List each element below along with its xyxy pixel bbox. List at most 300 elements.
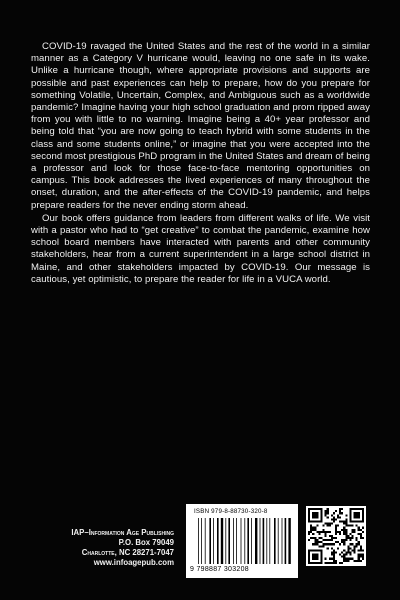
qr-module: [320, 531, 322, 533]
qr-module: [320, 516, 322, 518]
qr-module: [316, 531, 318, 533]
qr-module: [358, 533, 360, 535]
qr-module: [335, 510, 337, 512]
qr-module: [345, 560, 347, 562]
qr-module: [354, 552, 356, 554]
qr-module: [335, 562, 337, 564]
qr-module: [358, 541, 360, 543]
qr-module: [358, 549, 360, 551]
qr-module: [316, 562, 318, 564]
barcode-bar: [217, 518, 219, 564]
qr-module: [318, 549, 320, 551]
qr-module: [362, 531, 364, 533]
qr-module: [341, 512, 343, 514]
qr-module: [327, 508, 329, 510]
qr-module: [335, 527, 337, 529]
qr-module: [349, 516, 351, 518]
qr-module: [349, 558, 351, 560]
barcode-bar: [233, 518, 234, 564]
qr-module: [349, 552, 351, 554]
qr-module: [354, 549, 356, 551]
qr-module: [308, 556, 310, 558]
qr-module: [327, 512, 329, 514]
qr-module: [343, 549, 345, 551]
qr-module: [329, 558, 331, 560]
barcode-bar: [263, 518, 265, 564]
qr-module: [345, 514, 347, 516]
barcode-bar: [213, 518, 214, 564]
qr-module: [325, 539, 327, 541]
qr-module: [331, 514, 333, 516]
qr-module: [316, 549, 318, 551]
qr-module: [316, 514, 318, 516]
qr-module: [329, 562, 331, 564]
isbn-label: ISBN 979-8-88730-320-8: [194, 508, 268, 515]
qr-module: [318, 531, 320, 533]
qr-module: [345, 552, 347, 554]
qr-module: [308, 539, 310, 541]
qr-module: [358, 543, 360, 545]
qr-module: [308, 510, 310, 512]
qr-module: [358, 508, 360, 510]
qr-module: [337, 525, 339, 527]
qr-module: [308, 533, 310, 535]
qr-module: [312, 549, 314, 551]
barcode-bar: [260, 518, 261, 564]
qr-module: [360, 556, 362, 558]
qr-module: [339, 554, 341, 556]
qr-module: [356, 525, 358, 527]
qr-module: [341, 552, 343, 554]
qr-module: [362, 549, 364, 551]
qr-module: [341, 541, 343, 543]
qr-module: [354, 560, 356, 562]
qr-module: [318, 537, 320, 539]
barcode-bar: [244, 518, 245, 564]
qr-module: [320, 556, 322, 558]
qr-module: [349, 510, 351, 512]
qr-module: [349, 547, 351, 549]
qr-module: [343, 541, 345, 543]
qr-module: [349, 539, 351, 541]
barcode-bar: [209, 518, 211, 564]
qr-module: [333, 554, 335, 556]
qr-module: [329, 531, 331, 533]
qr-module: [331, 539, 333, 541]
qr-module: [362, 520, 364, 522]
qr-module: [331, 523, 333, 525]
qr-module: [308, 531, 310, 533]
qr-module: [312, 516, 314, 518]
qr-module: [327, 523, 329, 525]
qr-module: [312, 533, 314, 535]
qr-module: [354, 531, 356, 533]
qr-module: [308, 514, 310, 516]
qr-module: [331, 558, 333, 560]
qr-module: [341, 556, 343, 558]
qr-module: [320, 560, 322, 562]
qr-module: [308, 512, 310, 514]
qr-module: [325, 523, 327, 525]
qr-module: [331, 547, 333, 549]
qr-module: [314, 529, 316, 531]
qr-module: [333, 558, 335, 560]
qr-module: [325, 514, 327, 516]
qr-module: [354, 520, 356, 522]
qr-module: [312, 512, 314, 514]
qr-module: [352, 520, 354, 522]
qr-module: [343, 529, 345, 531]
qr-module: [320, 558, 322, 560]
qr-module: [356, 560, 358, 562]
qr-module: [335, 531, 337, 533]
qr-module: [314, 558, 316, 560]
qr-module: [318, 545, 320, 547]
barcode-digits: 9 798887 303208: [190, 566, 249, 573]
qr-module: [312, 520, 314, 522]
qr-module: [345, 518, 347, 520]
book-blurb: [31, 41, 370, 286]
qr-module: [316, 508, 318, 510]
qr-module: [354, 547, 356, 549]
qr-module: [356, 545, 358, 547]
barcode-bar: [201, 518, 202, 564]
qr-module: [345, 537, 347, 539]
qr-module: [343, 558, 345, 560]
qr-module: [362, 516, 364, 518]
qr-module: [360, 533, 362, 535]
qr-module: [347, 525, 349, 527]
qr-module: [316, 543, 318, 545]
qr-module: [318, 520, 320, 522]
barcode-bar: [247, 518, 249, 564]
barcode-bar: [228, 518, 230, 564]
qr-module: [335, 518, 337, 520]
qr-module: [347, 547, 349, 549]
qr-module: [349, 512, 351, 514]
barcode-bar: [251, 518, 252, 564]
qr-module: [360, 535, 362, 537]
qr-module: [343, 531, 345, 533]
qr-module: [314, 539, 316, 541]
qr-module: [354, 512, 356, 514]
qr-module: [343, 527, 345, 529]
qr-module: [333, 549, 335, 551]
qr-module: [312, 562, 314, 564]
qr-module: [343, 533, 345, 535]
qr-module: [347, 552, 349, 554]
qr-module: [345, 531, 347, 533]
qr-module: [329, 523, 331, 525]
qr-module: [347, 537, 349, 539]
qr-module: [335, 541, 337, 543]
qr-module: [333, 560, 335, 562]
qr-module: [337, 541, 339, 543]
qr-module: [339, 531, 341, 533]
qr-module: [318, 562, 320, 564]
barcode-bar: [225, 518, 226, 564]
qr-module: [312, 508, 314, 510]
qr-module: [360, 554, 362, 556]
qr-module: [337, 516, 339, 518]
qr-module: [331, 562, 333, 564]
barcode-bar: [288, 518, 290, 564]
qr-module: [323, 545, 325, 547]
barcode-bar: [285, 518, 287, 564]
qr-module: [358, 529, 360, 531]
qr-module: [320, 549, 322, 551]
qr-module: [329, 539, 331, 541]
qr-module: [333, 562, 335, 564]
qr-module: [345, 554, 347, 556]
qr-module: [352, 508, 354, 510]
qr-module: [354, 514, 356, 516]
qr-module: [362, 512, 364, 514]
qr-module: [343, 554, 345, 556]
qr-module: [345, 535, 347, 537]
blurb-paragraph-1: COVID-19 ravaged the United States and the rest of the world in a similar manner as a Category V hurricane would, leaving no one safe in its wake. Unlike a hurricane though, where appropriate provisions and supports are possible and past experiences can help to prepare, how do you prepare for something Volatile, Uncertain, Complex, and Ambiguous such as a worldwide pandemic? Imagine having your high school graduation and prom ripped away from you with little to no warning. Imagine being a 40+ year professor and being told that “you are now going to teach hybrid with some students in the class and some students online,” or imagine that you were accepted into the second most prestigious PhD program in the United States and dream of being a professor and look for those face-to-face mentoring opportunities on campus. This book addresses the lived experiences of many throughout the onset, duration, and the after-effects of the COVID-19 pandemic, and helps prepare readers for the never ending storm ahead.: [31, 41, 370, 211]
barcode-bar: [278, 518, 279, 564]
qr-module: [335, 552, 337, 554]
publisher-website: www.infoagepub.com: [93, 558, 174, 567]
qr-module: [308, 518, 310, 520]
qr-module: [314, 516, 316, 518]
qr-module: [360, 560, 362, 562]
qr-module: [310, 527, 312, 529]
qr-module: [356, 512, 358, 514]
qr-module: [308, 516, 310, 518]
qr-module: [345, 529, 347, 531]
qr-module: [349, 537, 351, 539]
qr-module: [349, 514, 351, 516]
qr-module: [314, 537, 316, 539]
qr-module: [323, 529, 325, 531]
qr-module: [360, 508, 362, 510]
qr-module: [349, 508, 351, 510]
qr-module: [358, 512, 360, 514]
qr-module: [354, 545, 356, 547]
qr-module: [341, 529, 343, 531]
qr-module: [316, 512, 318, 514]
qr-module: [352, 549, 354, 551]
qr-module: [356, 537, 358, 539]
qr-module: [347, 545, 349, 547]
qr-module: [343, 556, 345, 558]
qr-module: [314, 554, 316, 556]
qr-module: [325, 543, 327, 545]
qr-module: [347, 549, 349, 551]
qr-module: [333, 512, 335, 514]
qr-module: [310, 549, 312, 551]
qr-module: [308, 520, 310, 522]
qr-module: [343, 543, 345, 545]
qr-module: [325, 512, 327, 514]
qr-module: [318, 533, 320, 535]
qr-module: [356, 514, 358, 516]
qr-module: [349, 525, 351, 527]
qr-module: [352, 531, 354, 533]
barcode-bar: [266, 518, 267, 564]
barcode-bar: [221, 518, 223, 564]
qr-module: [308, 560, 310, 562]
qr-module: [341, 508, 343, 510]
qr-module: [320, 562, 322, 564]
qr-module: [339, 516, 341, 518]
barcode-bar: [274, 518, 276, 564]
qr-module: [343, 523, 345, 525]
qr-module: [323, 525, 325, 527]
qr-module: [349, 518, 351, 520]
qr-module: [316, 541, 318, 543]
qr-module: [349, 554, 351, 556]
qr-module: [325, 533, 327, 535]
qr-module: [314, 562, 316, 564]
qr-module: [308, 554, 310, 556]
qr-module: [316, 539, 318, 541]
qr-module: [318, 541, 320, 543]
publisher-name: IAP–Information Age Publishing: [71, 528, 174, 537]
qr-module: [310, 531, 312, 533]
qr-module: [310, 562, 312, 564]
qr-module: [312, 514, 314, 516]
qr-module: [362, 508, 364, 510]
qr-module: [349, 520, 351, 522]
qr-module: [320, 520, 322, 522]
qr-module: [327, 543, 329, 545]
qr-module: [316, 558, 318, 560]
blurb-paragraph-2: Our book offers guidance from leaders from different walks of life. We visit with a pastor who had to “get creative” to combat the pandemic, examine how school board members have interacted with parents and other community stakeholders, hear from a current superintendent in a large school district in Maine, and other stakeholders impacted by COVID-19. Our message is cautious, yet optimistic, to prepare the reader for life in a VUCA world.: [31, 212, 370, 285]
qr-module: [310, 525, 312, 527]
qr-module: [337, 531, 339, 533]
qr-module: [325, 562, 327, 564]
qr-module: [327, 516, 329, 518]
qr-module: [314, 512, 316, 514]
qr-module: [356, 508, 358, 510]
qr-module: [320, 510, 322, 512]
qr-module: [323, 531, 325, 533]
qr-module: [312, 558, 314, 560]
qr-module: [360, 537, 362, 539]
qr-module: [331, 543, 333, 545]
qr-code-icon: [306, 506, 366, 566]
qr-module: [339, 520, 341, 522]
qr-module: [345, 523, 347, 525]
qr-module: [325, 535, 327, 537]
qr-module: [358, 554, 360, 556]
qr-module: [316, 556, 318, 558]
qr-module: [325, 558, 327, 560]
qr-module: [335, 533, 337, 535]
barcode-bar: [269, 518, 270, 564]
qr-module: [314, 549, 316, 551]
qr-module: [310, 529, 312, 531]
qr-module: [354, 529, 356, 531]
qr-module: [329, 543, 331, 545]
qr-module: [335, 537, 337, 539]
qr-module: [345, 533, 347, 535]
barcode-icon: [198, 518, 292, 564]
qr-module: [308, 552, 310, 554]
qr-module: [320, 552, 322, 554]
qr-module: [327, 510, 329, 512]
qr-module: [352, 543, 354, 545]
qr-module: [352, 529, 354, 531]
qr-module: [320, 554, 322, 556]
qr-module: [312, 556, 314, 558]
qr-module: [360, 529, 362, 531]
qr-module: [349, 543, 351, 545]
qr-module: [339, 512, 341, 514]
qr-module: [331, 537, 333, 539]
qr-module: [362, 510, 364, 512]
qr-module: [320, 512, 322, 514]
qr-module: [314, 508, 316, 510]
qr-module: [362, 558, 364, 560]
qr-module: [333, 520, 335, 522]
qr-module: [314, 556, 316, 558]
isbn-barcode: [186, 504, 298, 578]
barcode-bar: [198, 518, 199, 564]
qr-module: [314, 527, 316, 529]
qr-module: [354, 508, 356, 510]
qr-module: [335, 529, 337, 531]
publisher-info: [40, 528, 174, 568]
qr-module: [329, 535, 331, 537]
qr-module: [325, 531, 327, 533]
barcode-bar: [241, 518, 242, 564]
qr-module: [320, 537, 322, 539]
qr-module: [352, 525, 354, 527]
qr-module: [335, 525, 337, 527]
qr-module: [320, 541, 322, 543]
qr-module: [312, 537, 314, 539]
qr-module: [358, 558, 360, 560]
qr-module: [333, 516, 335, 518]
qr-module: [358, 556, 360, 558]
qr-module: [320, 508, 322, 510]
qr-module: [333, 552, 335, 554]
qr-module: [327, 531, 329, 533]
qr-module: [341, 539, 343, 541]
qr-module: [312, 529, 314, 531]
qr-module: [356, 520, 358, 522]
qr-module: [335, 560, 337, 562]
qr-module: [323, 539, 325, 541]
qr-module: [318, 508, 320, 510]
qr-module: [362, 514, 364, 516]
qr-module: [316, 525, 318, 527]
qr-module: [341, 520, 343, 522]
qr-module: [308, 562, 310, 564]
qr-module: [345, 520, 347, 522]
qr-module: [333, 543, 335, 545]
qr-module: [316, 554, 318, 556]
qr-module: [327, 547, 329, 549]
qr-module: [331, 552, 333, 554]
qr-module: [358, 516, 360, 518]
qr-module: [314, 541, 316, 543]
qr-module: [354, 516, 356, 518]
qr-module: [358, 520, 360, 522]
qr-module: [308, 508, 310, 510]
qr-module: [356, 516, 358, 518]
qr-module: [362, 556, 364, 558]
qr-module: [308, 549, 310, 551]
qr-module: [358, 514, 360, 516]
qr-module: [323, 543, 325, 545]
qr-module: [320, 518, 322, 520]
qr-module: [312, 554, 314, 556]
